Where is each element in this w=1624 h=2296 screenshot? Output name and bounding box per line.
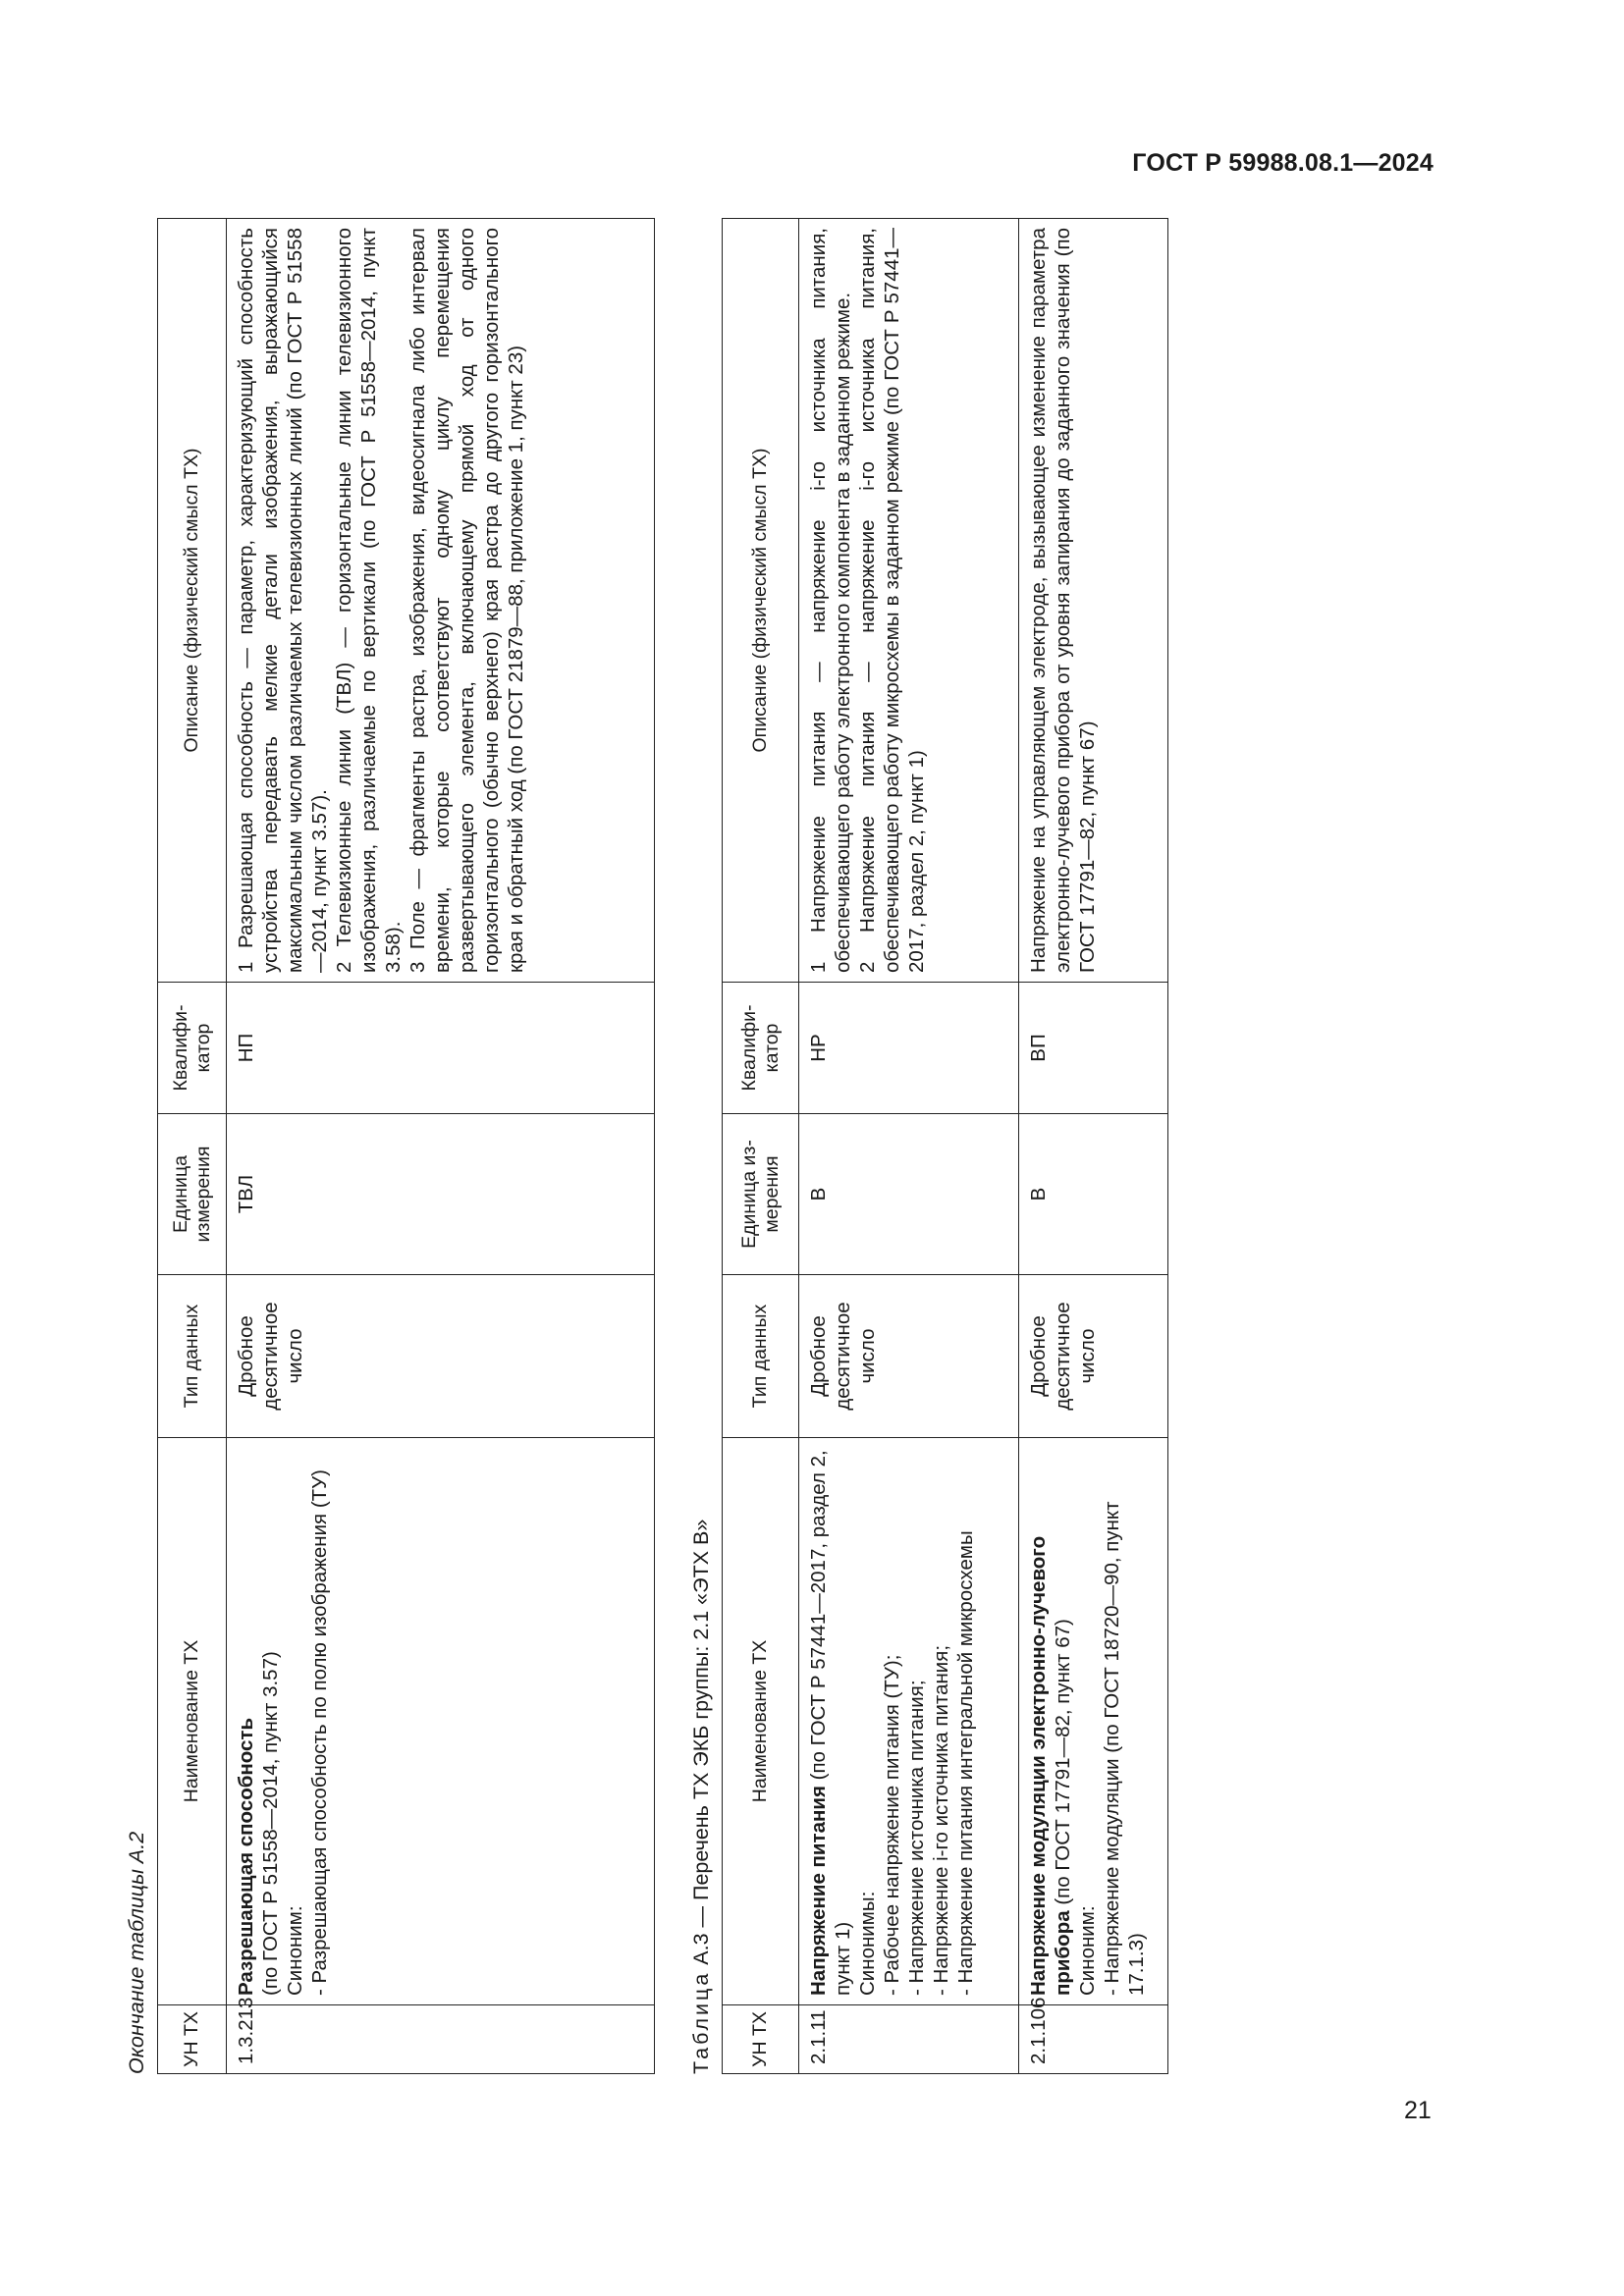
cell-name [1019, 1438, 1168, 2005]
cell-name [799, 1438, 1019, 2005]
synonym-title: Синоним: [284, 1905, 306, 1996]
cell-unit: В [1019, 1114, 1168, 1275]
description-paragraph: 2 Напряжение питания — напряжение i-го источника питания, обеспечивающего работу микросхемы в заданном режиме (по ГОСТ Р 57441—2017, раздел 2, пункт 1) [856, 228, 928, 973]
synonym-item: - Напряжение модуляции (по ГОСТ 18720—90, пункт 17.1.3) [1101, 1501, 1148, 1996]
col-header-type: Тип данных [158, 1275, 227, 1438]
synonym-item: - Разрешающая способность по полю изображения (ТУ) [308, 1468, 331, 1996]
cell-type: Дробное десятичное число [227, 1275, 655, 1438]
col-header-name: Наименование ТХ [158, 1438, 227, 2005]
cell-unit: ТВЛ [227, 1114, 655, 1275]
synonym-item: - Напряжение источника питания; [905, 1680, 928, 1996]
col-header-description: Описание (физический смысл ТХ) [723, 219, 799, 983]
cell-type: Дробное десятичное число [799, 1275, 1019, 1438]
cell-id: 2.1.11 [799, 2005, 1019, 2074]
table-row [799, 219, 1019, 2074]
cell-unit: В [799, 1114, 1019, 1275]
tx-name-bold: Разрешающая способность [235, 1717, 257, 1996]
tx-name-bold: Напряжение питания [807, 1786, 830, 1996]
cell-qualifier: НР [799, 983, 1019, 1114]
col-header-description: Описание (физический смысл ТХ) [158, 219, 227, 983]
synonym-item: - Напряжение питания интегральной микросхемы [954, 1530, 977, 1996]
description-paragraph: Напряжение на управляющем электроде, вызывающее изменение параметра электронно-лучевого прибора от уровня запирания до заданного значения (по ГОСТ 17791—82, пункт 67) [1027, 228, 1099, 973]
description-paragraph: 3 Поле — фрагменты растра, изображения, видеосигнала либо интервал времени, которые соответствуют одному циклу перемещения развертывающего элемента, включающему прямой ход от одного горизонтального (обычно верхнего) края растра до другого горизонтального края и обратный ход (по ГОСТ 21879—88, приложение 1, пункт 23) [406, 228, 527, 973]
synonym-title: Синоним: [1076, 1905, 1099, 1996]
col-header-unit: Единица измерения [158, 1114, 227, 1275]
rotated-content [116, 219, 1168, 2074]
table-a3 [722, 218, 1168, 2074]
synonym-item: - Рабочее напряжение питания (ТУ); [881, 1654, 903, 1996]
col-header-type: Тип данных [723, 1275, 799, 1438]
tx-name-ref: (по ГОСТ Р 51558—2014, пункт 3.57) [259, 1651, 282, 1996]
cell-description [227, 219, 655, 983]
table-a2-continuation-caption: Окончание таблицы А.2 [125, 1831, 148, 2074]
table-header-row [723, 219, 799, 2074]
cell-description [799, 219, 1019, 983]
cell-qualifier: ВП [1019, 983, 1168, 1114]
document-code: ГОСТ Р 59988.08.1—2024 [1132, 149, 1434, 177]
col-header-qualifier: Квалифи-катор [723, 983, 799, 1114]
description-paragraph: 1 Разрешающая способность — параметр, характеризующий способность устройства передавать мелкие детали изображения, выражающийся максимальным числом различаемых телевизионных линий (по ГОСТ Р 51558—2014, пункт 3.57). [235, 228, 331, 973]
tx-name-ref: (по ГОСТ Р 57441—2017, раздел 2, пункт 1) [807, 1450, 854, 1996]
cell-id: 1.3.213 [227, 2005, 655, 2074]
cell-qualifier: НП [227, 983, 655, 1114]
col-header-unit: Единица из-мерения [723, 1114, 799, 1275]
col-header-id: УН ТХ [723, 2005, 799, 2074]
description-paragraph: 2 Телевизионные линии (ТВЛ) — горизонтальные линии телевизионного изображения, различаемые по вертикали (по ГОСТ Р 51558—2014, пункт 3.58). [333, 228, 405, 973]
synonym-title: Синонимы: [856, 1891, 879, 1996]
synonym-item: - Напряжение i-го источника питания; [930, 1644, 952, 1996]
table-a3-caption [677, 219, 722, 2074]
table-a3-caption-text: А.3 — Перечень ТХ ЭКБ группы: 2.1 «ЭТХ В» [689, 1519, 713, 1971]
cell-type: Дробное десятичное число [1019, 1275, 1168, 1438]
table-a3-caption-label: Таблица [689, 1970, 713, 2074]
cell-id: 2.1.106 [1019, 2005, 1168, 2074]
tx-name-bold: Напряжение модуляции электронно-лучевого прибора [1027, 1535, 1074, 1996]
cell-name [227, 1438, 655, 2005]
col-header-id: УН ТХ [158, 2005, 227, 2074]
col-header-name: Наименование ТХ [723, 1438, 799, 2005]
col-header-qualifier: Квалифи-катор [158, 983, 227, 1114]
page-number: 21 [1404, 2097, 1432, 2124]
table-row [227, 219, 655, 2074]
table-header-row [158, 219, 227, 2074]
cell-description [1019, 219, 1168, 983]
tx-name-ref: (по ГОСТ 17791—82, пункт 67) [1052, 1619, 1074, 1911]
table-a2-end [157, 218, 655, 2074]
description-paragraph: 1 Напряжение питания — напряжение i-го источника питания, обеспечивающего работу электронного компонента в заданном режиме. [807, 228, 854, 973]
table-row [1019, 219, 1168, 2074]
